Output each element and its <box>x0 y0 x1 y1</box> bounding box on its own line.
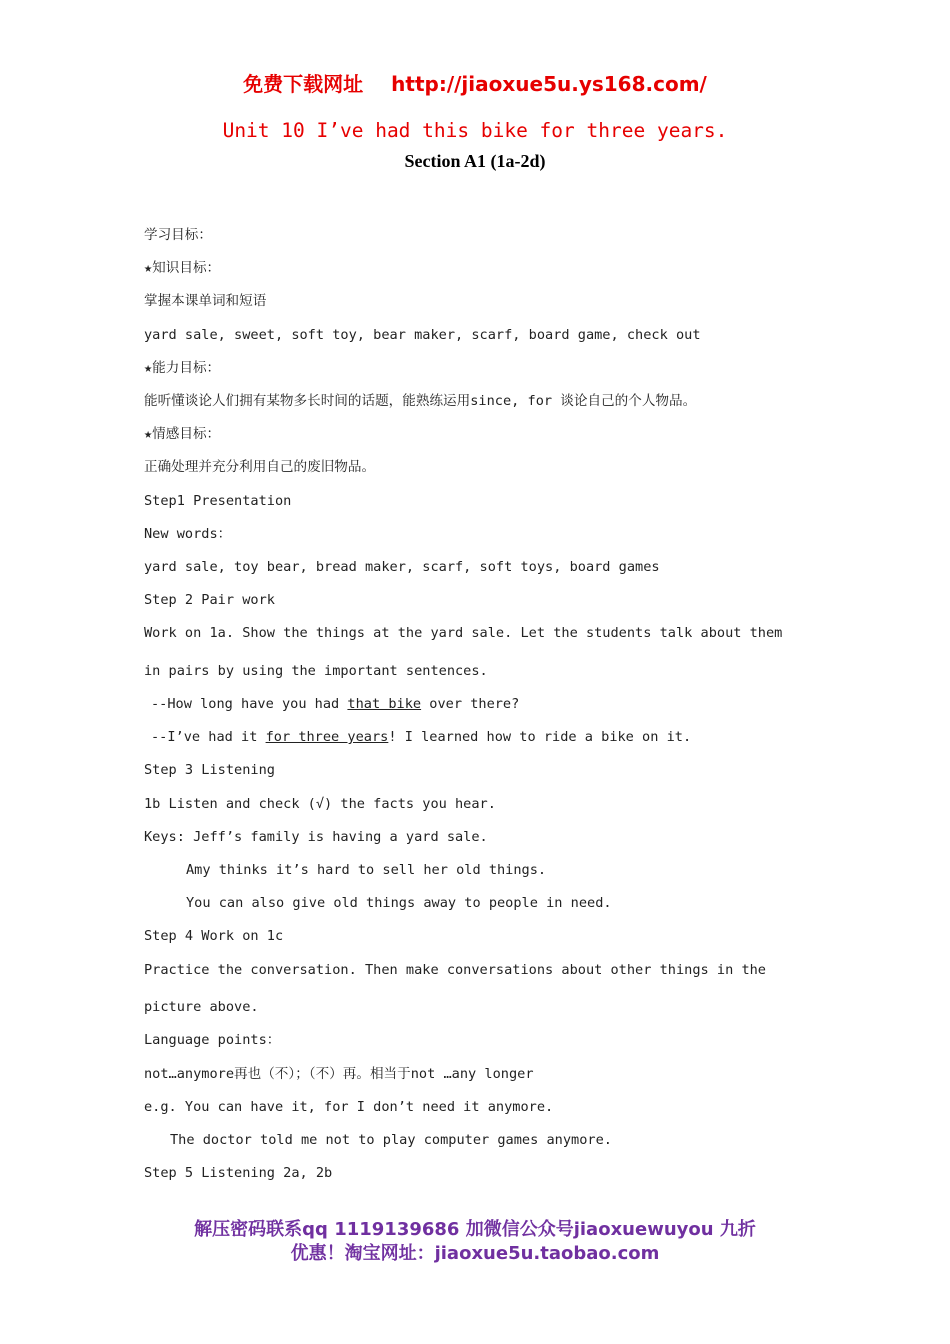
download-site-header <box>0 68 950 97</box>
text-line: Keys: Jeff’s family is having a yard sale. <box>144 828 488 845</box>
text-line: yard sale, toy bear, bread maker, scarf, soft toys, board games <box>144 558 660 575</box>
emotion-goal-heading: ★情感目标： <box>144 426 221 443</box>
text-line: e.g. You can have it, for I don’t need it anymore. <box>144 1098 554 1115</box>
text-line: Practice the conversation. Then make conversations about other things in the <box>144 961 766 978</box>
text-line: 1b Listen and check (√) the facts you hear. <box>144 795 496 812</box>
text-line: 掌握本课单词和短语 <box>144 293 267 310</box>
step-heading: Step 5 Listening 2a, 2b <box>144 1165 333 1182</box>
underlined-phrase: for three years <box>265 729 389 746</box>
objectives-heading: 学习目标： <box>144 227 212 243</box>
section-subtitle: Section A1 (1a-2d) <box>404 151 546 171</box>
text-line: Language points： <box>144 1032 281 1049</box>
dialogue-line: --How long have you had that bike over there? <box>151 696 520 713</box>
text-line: in pairs by using the important sentences. <box>144 662 488 679</box>
text-line: 能听懂谈论人们拥有某物多长时间的话题，能熟练运用since, for 谈论自己的个人物品。 <box>144 392 697 409</box>
step-heading: Step1 Presentation <box>144 492 292 509</box>
text-line: You can also give old things away to people in need. <box>186 895 612 912</box>
unit-title: Unit 10 I’ve had this bike for three years. <box>222 119 728 142</box>
lesson-body <box>144 224 834 1195</box>
step-heading: Step 3 Listening <box>144 762 275 779</box>
step-heading: Step 2 Pair work <box>144 592 275 609</box>
step-heading: Step 4 Work on 1c <box>144 928 284 945</box>
knowledge-goal-heading: ★知识目标： <box>144 260 221 277</box>
site-url-link[interactable]: http://jiaoxue5u.ys168.com/ <box>391 72 707 96</box>
footer-line-1: 解压密码联系qq 1119139686 加微信公众号jiaoxuewuyou 九折 <box>194 1219 756 1240</box>
text-line: Amy thinks it’s hard to sell her old things. <box>186 861 547 878</box>
footer-line-2: 优惠！淘宝网址：jiaoxue5u.taobao.com <box>290 1243 660 1264</box>
dialogue-line: --I’ve had it for three years! I learned how to ride a bike on it. <box>151 729 692 746</box>
underlined-phrase: that bike <box>347 696 422 713</box>
text-line: yard sale, sweet, soft toy, bear maker, scarf, board game, check out <box>144 326 701 343</box>
text-line: picture above. <box>144 999 259 1016</box>
footer-notice <box>0 1218 950 1266</box>
text-line: 正确处理并充分利用自己的废旧物品。 <box>144 459 376 476</box>
text-line: Work on 1a. Show the things at the yard sale. Let the students talk about them <box>144 625 783 642</box>
text-line: The doctor told me not to play computer games anymore. <box>170 1131 612 1148</box>
text-line: not…anymore再也（不）；（不）再。相当于not …any longer <box>144 1065 534 1082</box>
text-line: New words： <box>144 525 232 542</box>
site-label: 免费下载网址 <box>243 72 364 96</box>
ability-goal-heading: ★能力目标： <box>144 359 221 376</box>
